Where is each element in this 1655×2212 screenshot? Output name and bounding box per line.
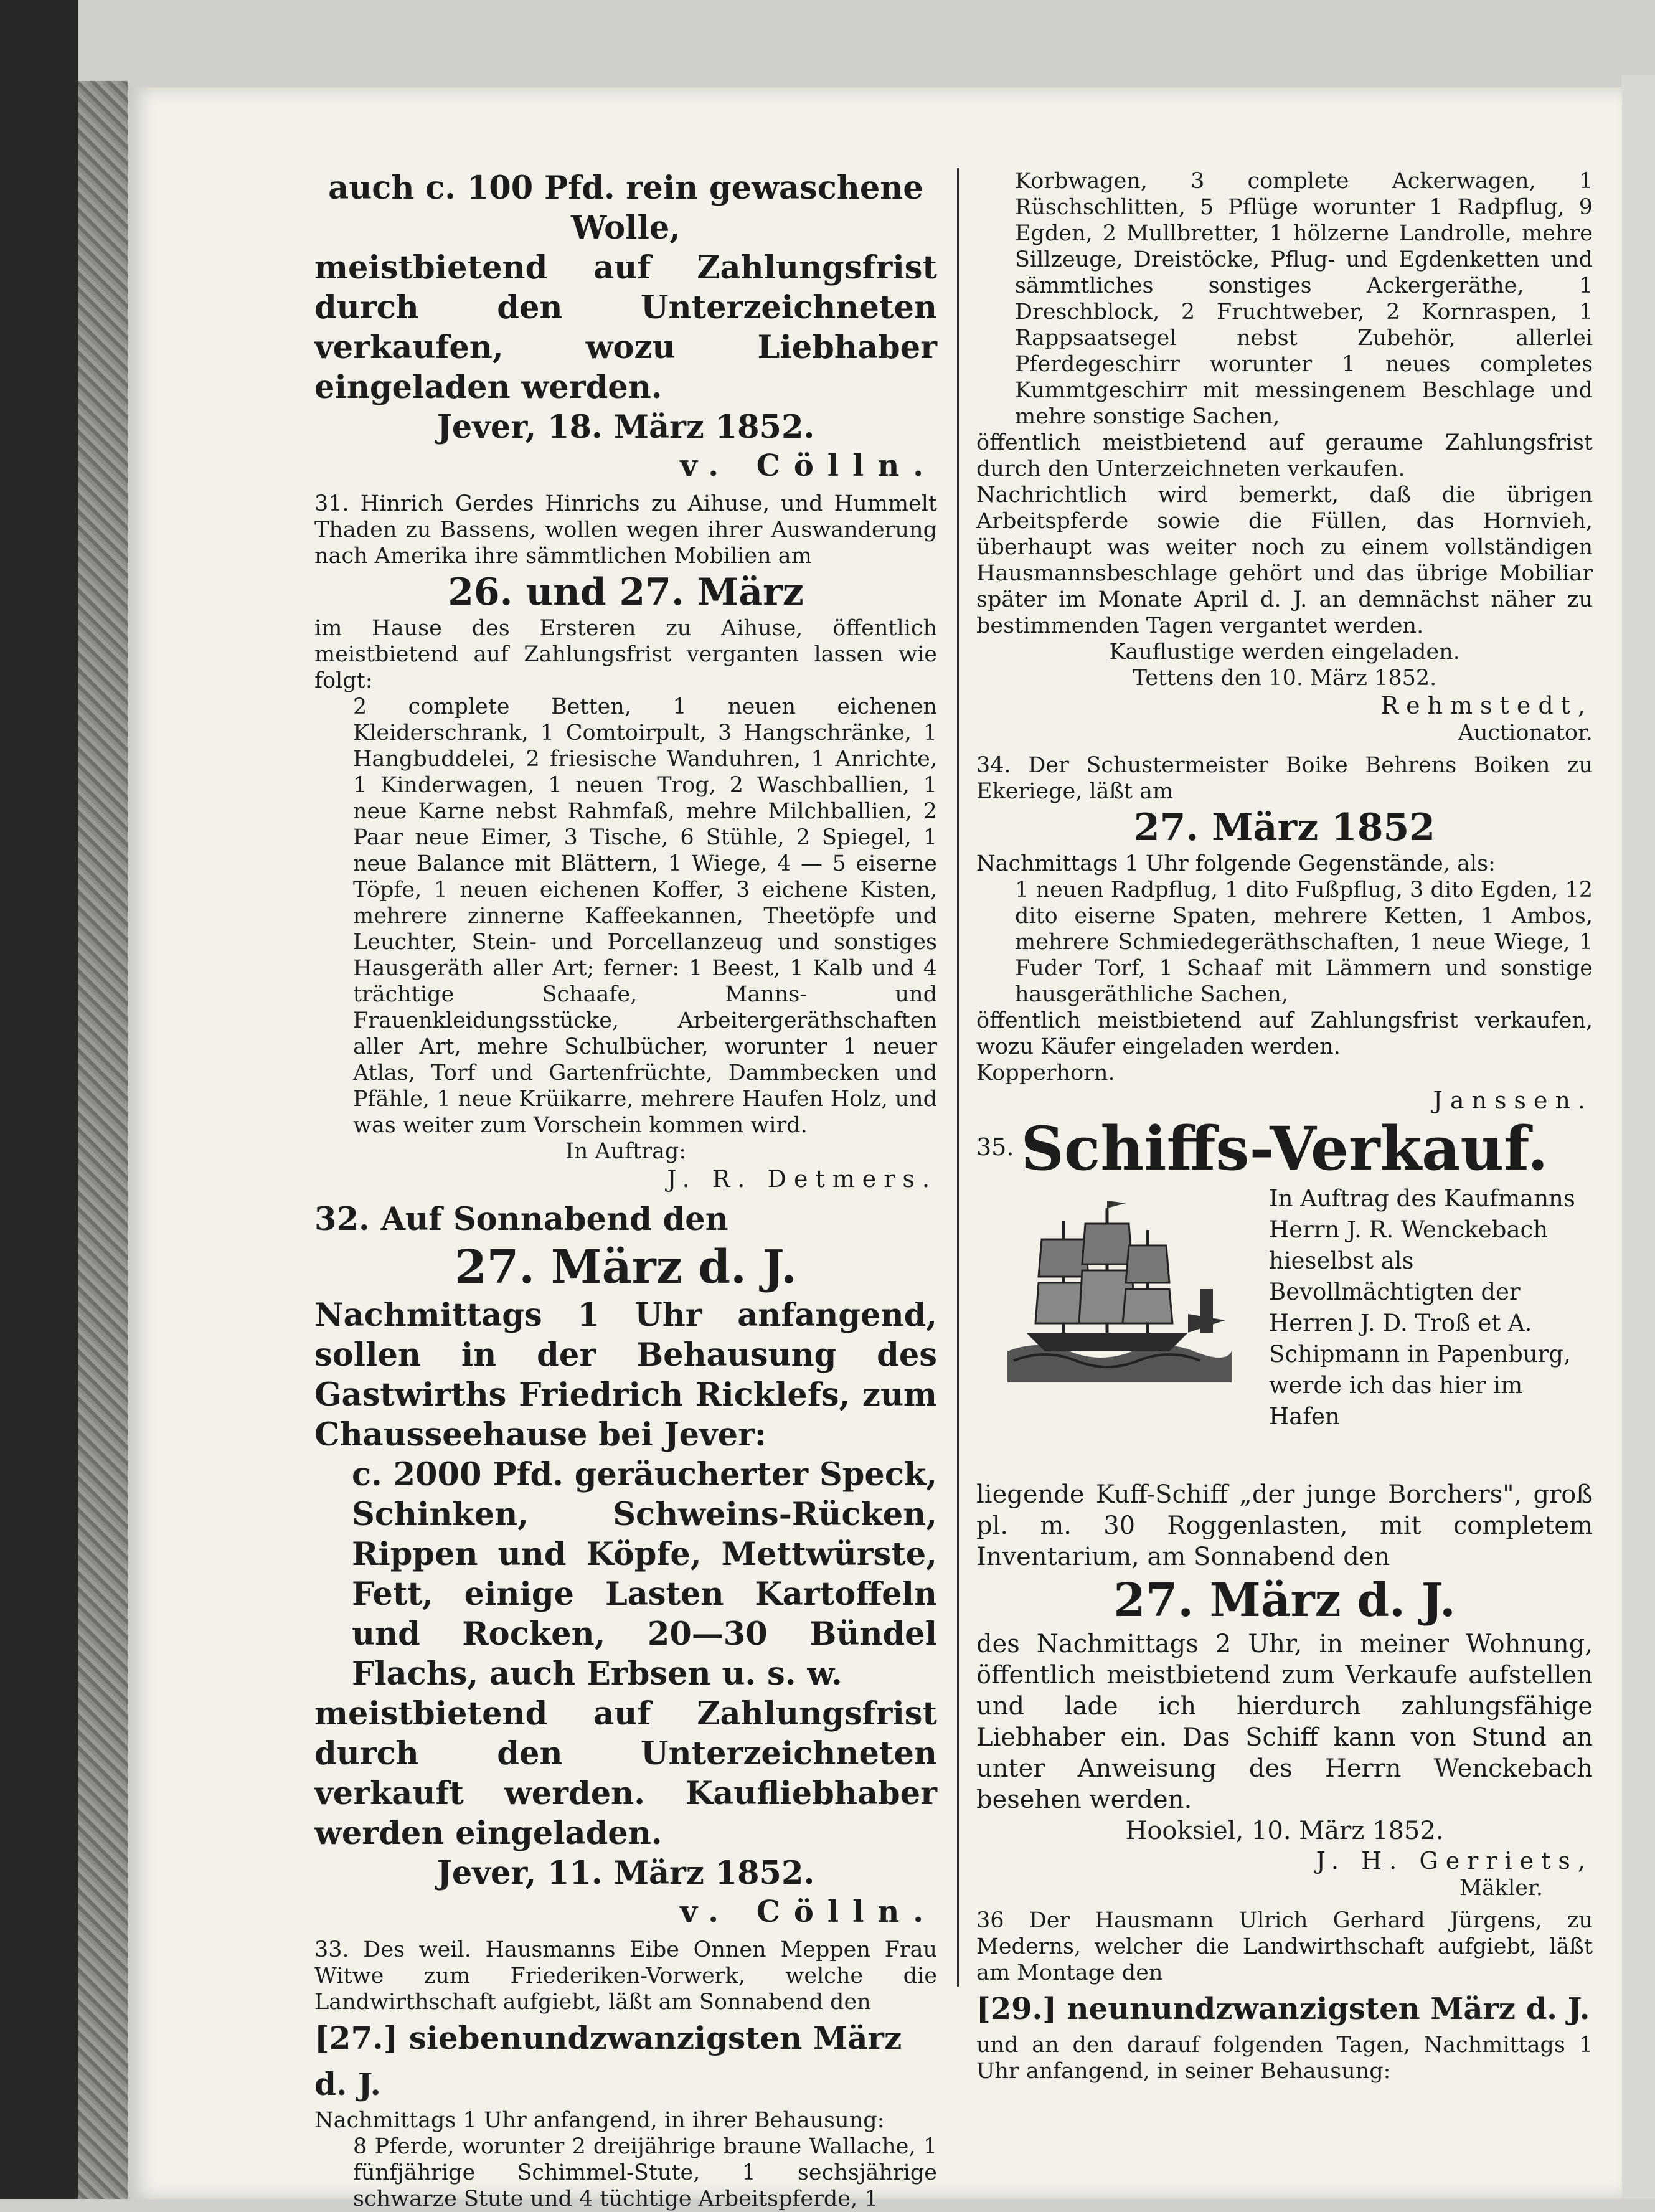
sailing-ship-woodcut bbox=[1001, 1196, 1238, 1382]
next-page-edge bbox=[1622, 75, 1655, 2199]
ad-31-intro: 31. Hinrich Gerdes Hinrichs zu Aihuse, und Hummelt Thaden zu Bassens, wollen wegen ihrer Auswanderung nach Amerika ihre sämmtlichen Mobilien am bbox=[314, 491, 937, 569]
right-column bbox=[976, 168, 1593, 2084]
ad-33-dateline: Tettens den 10. März 1852. bbox=[1132, 666, 1437, 691]
ad-33-signature: Rehmstedt, bbox=[1380, 692, 1593, 719]
ad-35-number: 35. bbox=[976, 1133, 1014, 1161]
book-binding bbox=[0, 0, 78, 2199]
ad-32-end: meistbietend auf Zahlungsfrist durch den Unterzeichneten verkauft werden. Kaufliebhaber werden eingeladen. bbox=[314, 1695, 937, 1852]
ad-31-place: im Hause des Ersteren zu Aihuse, öffentlich meistbietend auf Zahlungsfrist verganten lassen wie folgt: bbox=[314, 616, 937, 693]
ad-35-signature: J. H. Gerriets, bbox=[1316, 1847, 1593, 1874]
ad-34-date: 27. März 1852 bbox=[1133, 806, 1436, 849]
ad-36-intro: 36 Der Hausmann Ulrich Gerhard Jürgens, zu Mederns, welcher die Landwirthschaft aufgiebt, läßt am Montage den bbox=[976, 1908, 1593, 1985]
ad-31-signature: J. R. Detmers. bbox=[667, 1165, 937, 1193]
ad-35-block bbox=[976, 1183, 1593, 1479]
ad-34-place: Kopperhorn. bbox=[976, 1061, 1115, 1085]
ad-32-items: c. 2000 Pfd. geräucherter Speck, Schinken, Schweins-Rücken, Rippen und Köpfe, Mettwürste, Fett, einige Lasten Kartoffeln und Rocken, 20—30 Bündel Flachs, auch Erbsen u. s. w. bbox=[352, 1456, 937, 1693]
ad-30-signature: v. Cölln. bbox=[680, 448, 937, 483]
ad-33-place: Nachmittags 1 Uhr anfangend, in ihrer Behausung: bbox=[314, 2108, 885, 2133]
ad-33-items: 8 Pferde, worunter 2 dreijährige braune Wallache, 1 fünfjährige Schimmel-Stute, 1 sechsjährige schwarze Stute und 4 tüchtige Arbeitspferde, 1 bbox=[353, 2134, 937, 2211]
ad-33-intro: 33. Des weil. Hausmanns Eibe Onnen Meppen Frau Witwe zum Friederiken-Vorwerk, welche die Landwirthschaft aufgiebt, läßt am Sonnabend den bbox=[314, 1937, 937, 2015]
ad-32-dateline: Jever, 11. März 1852. bbox=[436, 1855, 815, 1892]
ad-33-invite: Kauflustige werden eingeladen. bbox=[1109, 640, 1460, 664]
ad-35-body: liegende Kuff-Schiff „der junge Borchers", groß pl. m. 30 Roggenlasten, mit completem Inventarium, am Sonnabend den bbox=[976, 1480, 1593, 1571]
ad-34-intro: 34. Der Schustermeister Boike Behrens Boiken zu Ekeriege, läßt am bbox=[976, 753, 1593, 804]
ad-30-dateline: Jever, 18. März 1852. bbox=[436, 409, 815, 446]
ad-31-date: 26. und 27. März bbox=[448, 570, 804, 614]
ad-35-body-2: des Nachmittags 2 Uhr, in meiner Wohnung, öffentlich meistbietend zum Verkaufe aufstellen und lade ich hierdurch zahlungsfähige Liebhaber ein. Das Schiff kann von Stund an unter Anweisung des Herrn Wenckebach besehen werden. bbox=[976, 1630, 1593, 1814]
ad-32-body: Nachmittags 1 Uhr anfangend, sollen in der Behausung des Gastwirths Friedrich Ricklefs, zum Chausseehause bei Jever: bbox=[314, 1297, 937, 1453]
ad-30-body: meistbietend auf Zahlungsfrist durch den Unterzeichneten verkaufen, wozu Liebhaber eingeladen werden. bbox=[314, 249, 937, 406]
ad-36-end: und an den darauf folgenden Tagen, Nachmittags 1 Uhr anfangend, in seiner Behausung: bbox=[976, 2033, 1593, 2084]
ad-33-note: Nachrichtlich wird bemerkt, daß die übrigen Arbeitspferde sowie die Füllen, das Hornvieh, überhaupt was weiter noch zu einem vollständigen Hausmannsbeschlage gehört und das übrige Mobiliar später im Monate April d. J. an demnächst näher zu bestimmenden Tagen vergantet werden. bbox=[976, 483, 1593, 638]
ad-33-date: [27.] siebenundzwanzigsten März d. J. bbox=[314, 2020, 902, 2102]
ad-34-signature: Janssen. bbox=[1433, 1087, 1593, 1114]
ad-33-items-continued: Korbwagen, 3 complete Ackerwagen, 1 Rüschschlitten, 5 Pflüge worunter 1 Radpflug, 9 Egden, 2 Mullbretter, 1 hölzerne Landrolle, mehre Sillzeuge, Dreistöcke, Pflug- und Egdenketten und sämmtliches sonstiges Ackergeräthe, 1 Dreschblock, 2 Fruchtweber, 2 Kornraspen, 1 Rappsaatsegel nebst Zubehör, allerlei Pferdegeschirr worunter 1 neues completes Kummtgeschirr mit messingenem Beschlage und mehre sonstige Sachen, bbox=[1015, 169, 1593, 429]
ad-33-sale: öffentlich meistbietend auf geraume Zahlungsfrist durch den Unterzeichneten verkaufen. bbox=[976, 430, 1593, 481]
ad-34-time: Nachmittags 1 Uhr folgende Gegenstände, als: bbox=[976, 851, 1496, 876]
ad-35-heading: Schiffs-Verkauf. bbox=[1021, 1113, 1549, 1184]
column-divider bbox=[957, 168, 959, 1987]
ad-33-role: Auctionator. bbox=[1458, 721, 1593, 745]
ad-30-wool: auch c. 100 Pfd. rein gewaschene Wolle, bbox=[328, 169, 923, 247]
ad-35-dateline: Hooksiel, 10. März 1852. bbox=[1125, 1817, 1444, 1845]
marbled-cover-board bbox=[78, 81, 128, 2199]
ad-32-date: 27. März d. J. bbox=[455, 1241, 797, 1294]
ad-35-date: 27. März d. J. bbox=[1113, 1574, 1456, 1627]
ad-34-end: öffentlich meistbietend auf Zahlungsfrist verkaufen, wozu Käufer eingeladen werden. bbox=[976, 1008, 1593, 1059]
ad-31-auftrag: In Auftrag: bbox=[565, 1139, 687, 1164]
ad-32-signature: v. Cölln. bbox=[680, 1894, 937, 1929]
ad-35-text: In Auftrag des Kaufmanns Herrn J. R. Wenckebach hieselbst als Bevollmächtigten der Herren J. D. Troß et A. Schipmann in Papenburg, werde ich das hier im Hafen bbox=[1269, 1185, 1575, 1430]
ad-32-head: 32. Auf Sonnabend den bbox=[314, 1201, 728, 1238]
left-column bbox=[314, 168, 937, 2212]
ad-34-items: 1 neuen Radpflug, 1 dito Fußpflug, 3 dito Egden, 12 dito eiserne Spaten, mehrere Ketten, 1 Ambos, mehrere Schmiedegeräthschaften, 1 neue Wiege, 1 Fuder Torf, 1 Schaaf mit Lämmern und sonstige hausgeräthliche Sachen, bbox=[1015, 877, 1593, 1007]
ad-36-date: [29.] neunundzwanzigsten März d. J. bbox=[976, 1992, 1590, 2026]
ad-35-role: Mäkler. bbox=[1459, 1876, 1543, 1901]
ad-31-items: 2 complete Betten, 1 neuen eichenen Kleiderschrank, 1 Comtoirpult, 3 Hangschränke, 1 Hangbuddelei, 2 friesische Wanduhren, 1 Anrichte, 1 Kinderwagen, 1 neuen Trog, 2 Waschballien, 1 neue Karne nebst Rahmfaß, mehre Milchballien, 2 Paar neue Eimer, 3 Tische, 6 Stühle, 2 Spiegel, 1 neue Balance mit Blättern, 1 Wiege, 4 — 5 eiserne Töpfe, 1 neuen eichenen Koffer, 3 eichene Kisten, mehrere zinnerne Kaffeekannen, Theetöpfe und Leuchter, Stein- und Porcellanzeug und sonstiges Hausgeräth aller Art; ferner: 1 Beest, 1 Kalb und 4 trächtige Schaafe, Manns- und Frauenkleidungsstücke, Arbeitergeräthschaften aller Art, mehre Schulbücher, worunter 1 neuer Atlas, Torf und Gartenfrüchte, Dammbecken und Pfähle, 1 neue Krüikarre, mehrere Haufen Holz, und was weiter zum Vorschein kommen wird. bbox=[353, 694, 937, 1138]
